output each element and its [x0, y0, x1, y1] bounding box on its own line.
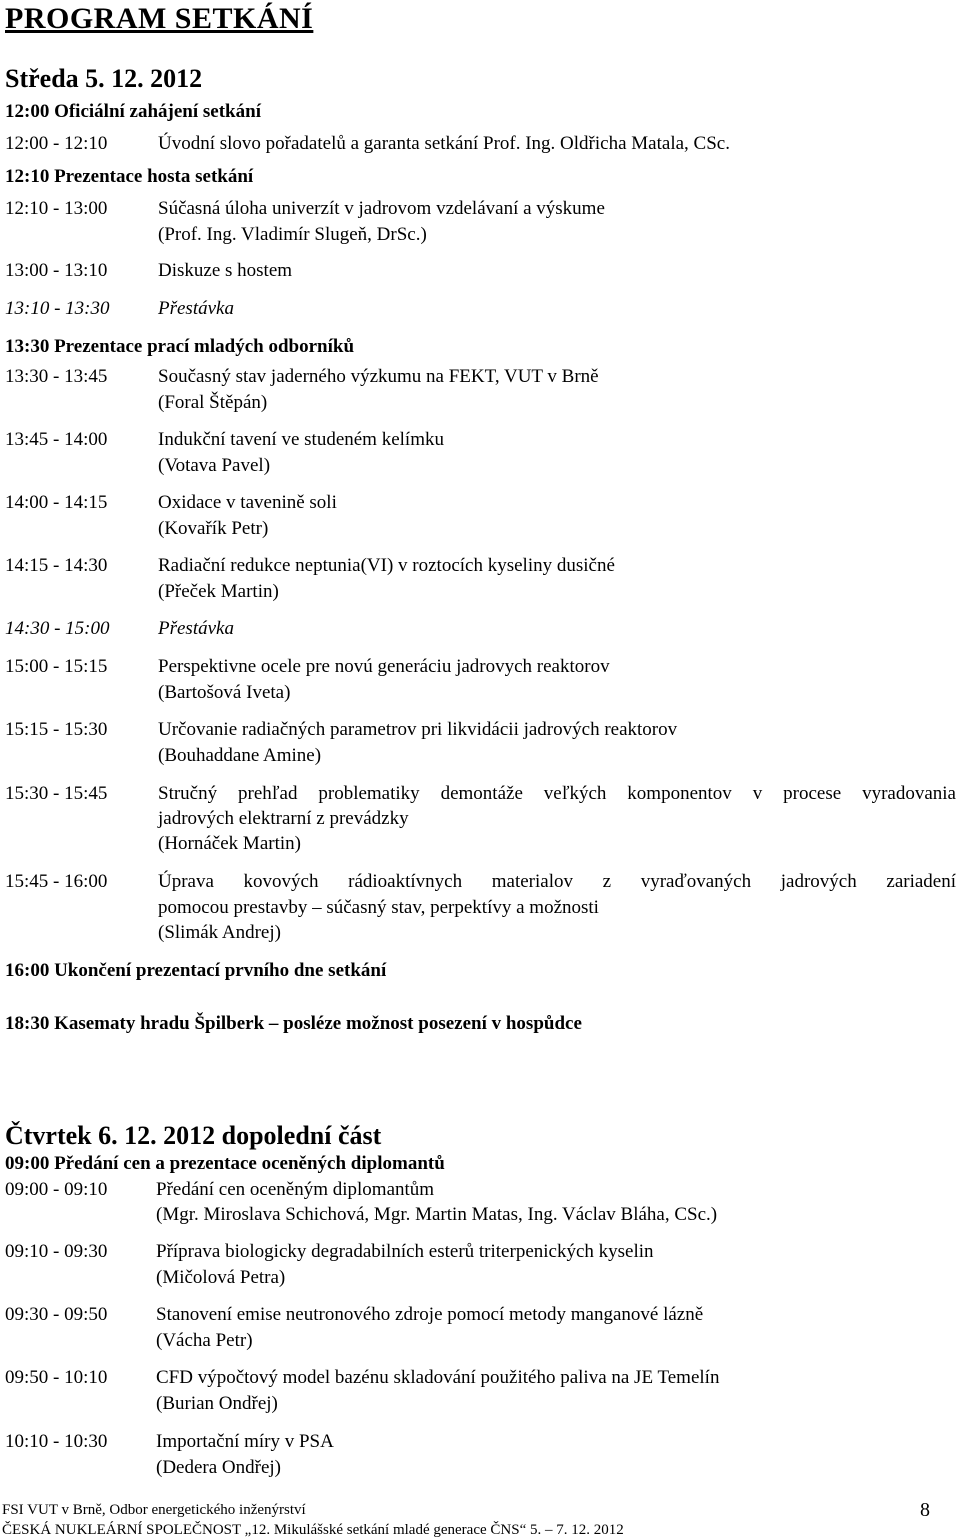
schedule-time: 15:15 - 15:30: [5, 719, 108, 740]
schedule-time: 13:00 - 13:10: [5, 260, 108, 281]
schedule-item-text: Současný stav jaderného výzkumu na FEKT, VUT v Brně: [158, 366, 599, 387]
schedule-time-break: 14:30 - 15:00: [5, 618, 110, 639]
schedule-item-speaker: (Vácha Petr): [156, 1330, 253, 1351]
schedule-item-speaker: (Prof. Ing. Vladimír Slugeň, DrSc.): [158, 224, 427, 245]
schedule-time: 10:10 - 10:30: [5, 1431, 108, 1452]
page-title: PROGRAM SETKÁNÍ: [5, 2, 314, 35]
schedule-time: 13:30 - 13:45: [5, 366, 108, 387]
footer-institution: FSI VUT v Brně, Odbor energetického inženýrství: [2, 1502, 306, 1518]
schedule-item-text: Úvodní slovo pořadatelů a garanta setkání Prof. Ing. Oldřicha Matala, CSc.: [158, 133, 730, 154]
schedule-item-speaker: (Dedera Ondřej): [156, 1457, 282, 1478]
schedule-time: 15:30 - 15:45: [5, 783, 108, 804]
schedule-item-text: Příprava biologicky degradabilních esterů triterpenických kyselin: [156, 1241, 654, 1262]
section-heading-guest: 12:10 Prezentace hosta setkání: [5, 166, 254, 187]
schedule-time-break: 13:10 - 13:30: [5, 298, 110, 319]
schedule-item-text: Stanovení emise neutronového zdroje pomocí metody manganové lázně: [156, 1304, 704, 1325]
section-heading-awards: 09:00 Předání cen a prezentace oceněných diplomantů: [5, 1153, 445, 1174]
schedule-time: 15:45 - 16:00: [5, 871, 108, 892]
schedule-time: 12:00 - 12:10: [5, 133, 108, 154]
schedule-item-speaker: (Bouhaddane Amine): [158, 745, 322, 766]
schedule-item-text: Stručný prehľad problematiky demontáže veľkých komponentov v procese vyradovania: [158, 783, 956, 804]
schedule-item-text: Perspektivne ocele pre novú generáciu jadrovych reaktorov: [158, 656, 610, 677]
day-heading-wednesday: Středa 5. 12. 2012: [5, 64, 203, 93]
schedule-item-speaker: (Mičolová Petra): [156, 1267, 286, 1288]
schedule-item-speaker: (Foral Štěpán): [158, 392, 268, 413]
break-label: Přestávka: [158, 298, 234, 319]
schedule-time: 15:00 - 15:15: [5, 656, 108, 677]
break-label: Přestávka: [158, 618, 234, 639]
day-heading-thursday: Čtvrtek 6. 12. 2012 dopolední část: [5, 1121, 382, 1150]
schedule-time: 14:15 - 14:30: [5, 555, 108, 576]
schedule-item-text: Indukční tavení ve studeném kelímku: [158, 429, 444, 450]
section-heading-opening: 12:00 Oficiální zahájení setkání: [5, 101, 261, 122]
schedule-item-speaker: (Slimák Andrej): [158, 922, 281, 943]
section-heading-young-experts: 13:30 Prezentace prací mladých odborníků: [5, 336, 355, 357]
section-heading-evening: 18:30 Kasematy hradu Špilberk – posléze možnost posezení v hospůdce: [5, 1013, 582, 1034]
schedule-time: 13:45 - 14:00: [5, 429, 108, 450]
page-number: 8: [920, 1499, 930, 1521]
schedule-item-text-continued: jadrových elektrarní z prevádzky: [158, 808, 409, 829]
schedule-item-speaker: (Mgr. Miroslava Schichová, Mgr. Martin Matas, Ing. Václav Bláha, CSc.): [156, 1204, 718, 1225]
schedule-item-text: Předání cen oceněným diplomantům: [156, 1179, 435, 1200]
footer-event: ČESKÁ NUKLEÁRNÍ SPOLEČNOST „12. Mikulášské setkání mladé generace ČNS“ 5. – 7. 12. 2012: [2, 1522, 624, 1538]
schedule-item-speaker: (Burian Ondřej): [156, 1393, 278, 1414]
schedule-time: 14:00 - 14:15: [5, 492, 108, 513]
schedule-item-speaker: (Přeček Martin): [158, 581, 279, 602]
schedule-item-speaker: (Hornáček Martin): [158, 833, 301, 854]
schedule-item-text: Diskuze s hostem: [158, 260, 293, 281]
schedule-time: 09:50 - 10:10: [5, 1367, 108, 1388]
schedule-item-speaker: (Kovařík Petr): [158, 518, 269, 539]
schedule-item-text: CFD výpočtový model bazénu skladování použitého paliva na JE Temelín: [156, 1367, 720, 1388]
schedule-time: 12:10 - 13:00: [5, 198, 108, 219]
schedule-item-text-continued: pomocou prestavby – súčasný stav, perpektívy a možnosti: [158, 897, 599, 918]
schedule-item-text: Importační míry v PSA: [156, 1431, 334, 1452]
schedule-item-text: Radiační redukce neptunia(VI) v roztocích kyseliny dusičné: [158, 555, 615, 576]
section-heading-closing: 16:00 Ukončení prezentací prvního dne setkání: [5, 960, 387, 981]
schedule-item-speaker: (Votava Pavel): [158, 455, 271, 476]
schedule-item-text: Oxidace v tavenině soli: [158, 492, 337, 513]
schedule-time: 09:10 - 09:30: [5, 1241, 108, 1262]
schedule-item-speaker: (Bartošová Iveta): [158, 682, 291, 703]
schedule-item-text: Určovanie radiačných parametrov pri likvidácii jadrových reaktorov: [158, 719, 678, 740]
schedule-time: 09:00 - 09:10: [5, 1179, 108, 1200]
schedule-time: 09:30 - 09:50: [5, 1304, 108, 1325]
schedule-item-text: Úprava kovových rádioaktívnych materialov z vyraďovaných jadrových zariadení: [158, 871, 956, 892]
schedule-item-text: Súčasná úloha univerzít v jadrovom vzdelávaní a výskume: [158, 198, 605, 219]
